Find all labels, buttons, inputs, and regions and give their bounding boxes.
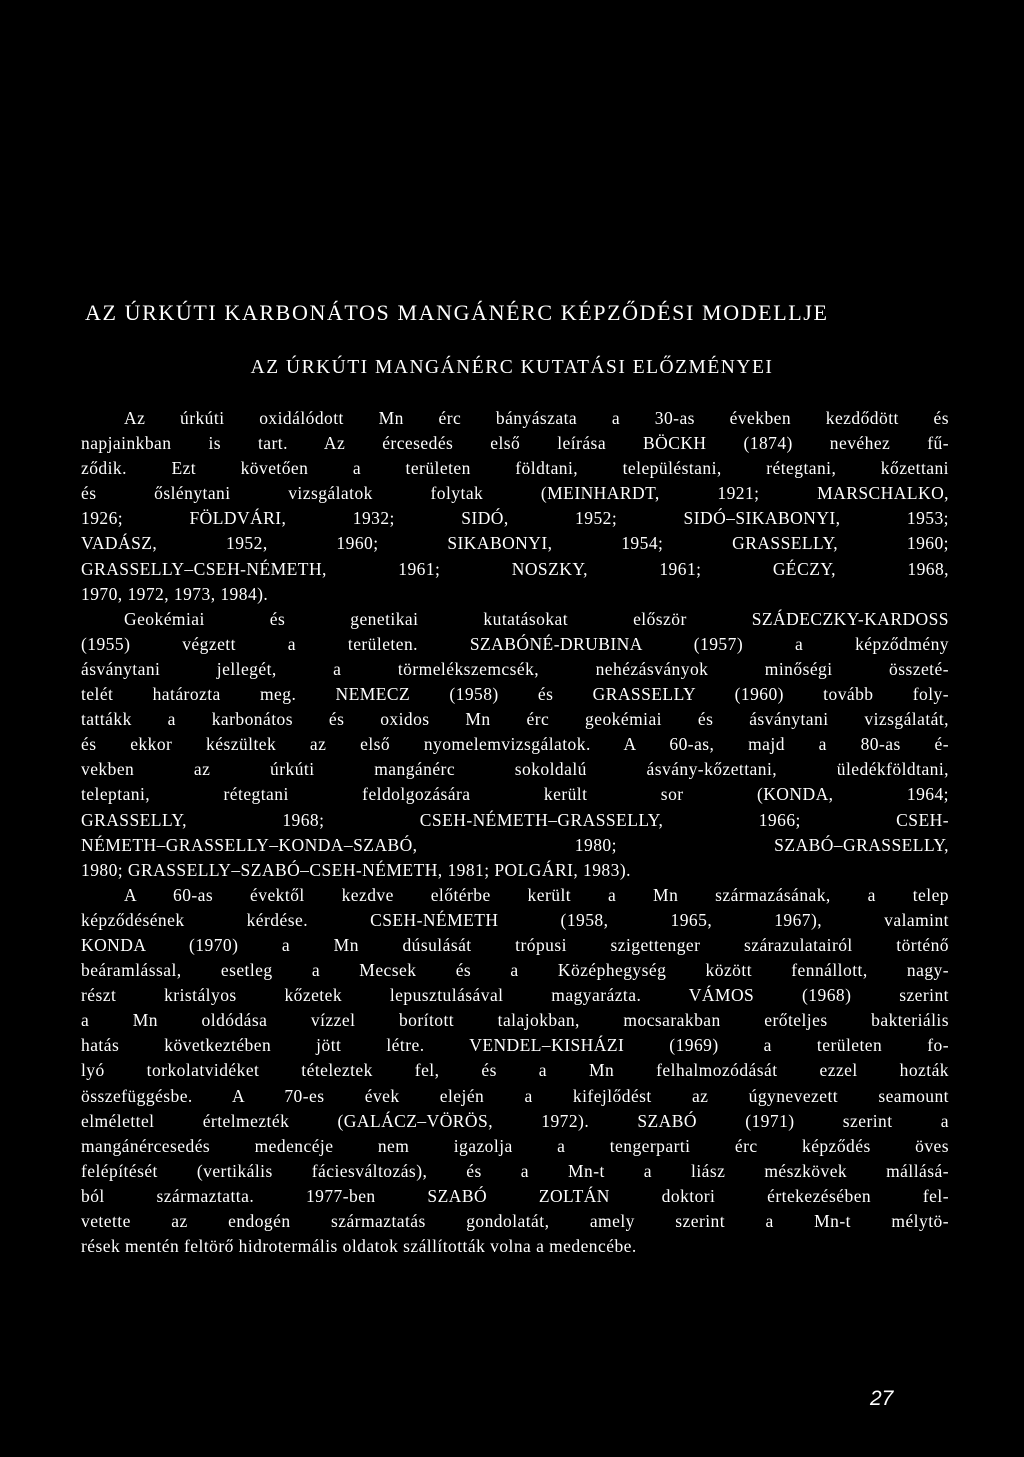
text-line: rések mentén feltörő hidrotermális oldatok szállították volna a medencébe.	[81, 1236, 637, 1257]
text-line: napjainkban is tart. Az ércesedés első leírása BÖCKH (1874) nevéhez fű-	[81, 433, 949, 454]
paragraph-research-history	[81, 406, 949, 607]
text-line: és őslénytani vizsgálatok folytak (MEINHARDT, 1921; MARSCHALKO,	[81, 483, 949, 504]
text-line: részt kristályos kőzetek lepusztulásával magyarázta. VÁMOS (1968) szerint	[81, 985, 949, 1006]
text-line: beáramlással, esetleg a Mecsek és a Középhegység között fennállott, nagy-	[81, 960, 949, 981]
text-line: képződésének kérdése. CSEH-NÉMETH (1958, 1965, 1967), valamint	[81, 909, 949, 930]
text-line: összefüggésbe. A 70-es évek elején a kifejlődést az úgynevezett seamount	[81, 1085, 949, 1106]
text-line: a Mn oldódása vízzel borított talajokban, mocsarakban erőteljes bakteriális	[81, 1010, 949, 1031]
text-line: 1926; FÖLDVÁRI, 1932; SIDÓ, 1952; SIDÓ–SIKABONYI, 1953;	[81, 508, 949, 529]
text-line: (1955) végzett a területen. SZABÓNÉ-DRUBINA (1957) a képződmény	[81, 633, 949, 654]
text-line: Geokémiai és genetikai kutatásokat először SZÁDECZKY-KARDOSS	[124, 608, 949, 629]
text-line: 1980; GRASSELLY–SZABÓ–CSEH-NÉMETH, 1981; POLGÁRI, 1983).	[81, 859, 631, 880]
text-line: tattákk a karbonátos és oxidos Mn érc geokémiai és ásványtani vizsgálatát,	[81, 709, 949, 730]
text-line: mangánércesedés medencéje nem igazolja a tengerparti érc képződés öves	[81, 1135, 949, 1156]
text-line: teleptani, rétegtani feldolgozására került sor (KONDA, 1964;	[81, 784, 949, 805]
text-line: felépítését (vertikális fáciesváltozás), és a Mn-t a liász mészkövek mállásá-	[81, 1160, 949, 1181]
text-line: GRASSELLY–CSEH-NÉMETH, 1961; NOSZKY, 1961; GÉCZY, 1968,	[81, 558, 949, 579]
text-line: elmélettel értelmezték (GALÁCZ–VÖRÖS, 1972). SZABÓ (1971) szerint a	[81, 1110, 949, 1131]
text-line: telét határozta meg. NEMECZ (1958) és GRASSELLY (1960) tovább foly-	[81, 684, 949, 705]
text-line: A 60-as évektől kezdve előtérbe került a Mn származásának, a telep	[124, 884, 949, 905]
text-line: lyó torkolatvidéket tételeztek fel, és a Mn felhalmozódását ezzel hozták	[81, 1060, 949, 1081]
paragraph-geochemical-research	[81, 607, 949, 883]
text-line: és ekkor készültek az első nyomelemvizsgálatok. A 60-as, majd a 80-as é-	[81, 734, 949, 755]
text-line: VADÁSZ, 1952, 1960; SIKABONYI, 1954; GRASSELLY, 1960;	[81, 533, 949, 554]
text-line: NÉMETH–GRASSELLY–KONDA–SZABÓ, 1980; SZABÓ–GRASSELLY,	[81, 834, 949, 855]
text-line: vetette az endogén származtatás gondolatát, amely szerint a Mn-t mélytö-	[81, 1211, 949, 1231]
chapter-title: AZ ÚRKÚTI KARBONÁTOS MANGÁNÉRC KÉPZŐDÉSI MODELLJE	[85, 300, 829, 325]
text-line: ból származtatta. 1977-ben SZABÓ ZOLTÁN doktori értekezésében fel-	[81, 1185, 949, 1206]
page-number: 27	[870, 1387, 894, 1410]
paragraph-manganese-origin	[81, 883, 949, 1259]
text-line: ásványtani jellegét, a törmelékszemcsék, nehézásványok minőségi összeté-	[81, 658, 949, 679]
text-line: GRASSELLY, 1968; CSEH-NÉMETH–GRASSELLY, 1966; CSEH-	[81, 809, 949, 830]
text-line: Az úrkúti oxidálódott Mn érc bányászata a 30-as években kezdődött és	[124, 408, 949, 428]
text-line: 1970, 1972, 1973, 1984).	[81, 583, 269, 604]
text-line: ződik. Ezt követően a területen földtani, településtani, rétegtani, kőzettani	[81, 458, 949, 479]
text-line: KONDA (1970) a Mn dúsulását trópusi szigettenger szárazulatairól történő	[81, 934, 949, 955]
section-heading: AZ ÚRKÚTI MANGÁNÉRC KUTATÁSI ELŐZMÉNYEI	[250, 357, 774, 378]
text-line: vekben az úrkúti mangánérc sokoldalú ásvány-kőzettani, üledékföldtani,	[81, 759, 949, 780]
text-line: hatás következtében jött létre. VENDEL–KISHÁZI (1969) a területen fo-	[81, 1035, 949, 1056]
body-text	[81, 406, 949, 1259]
